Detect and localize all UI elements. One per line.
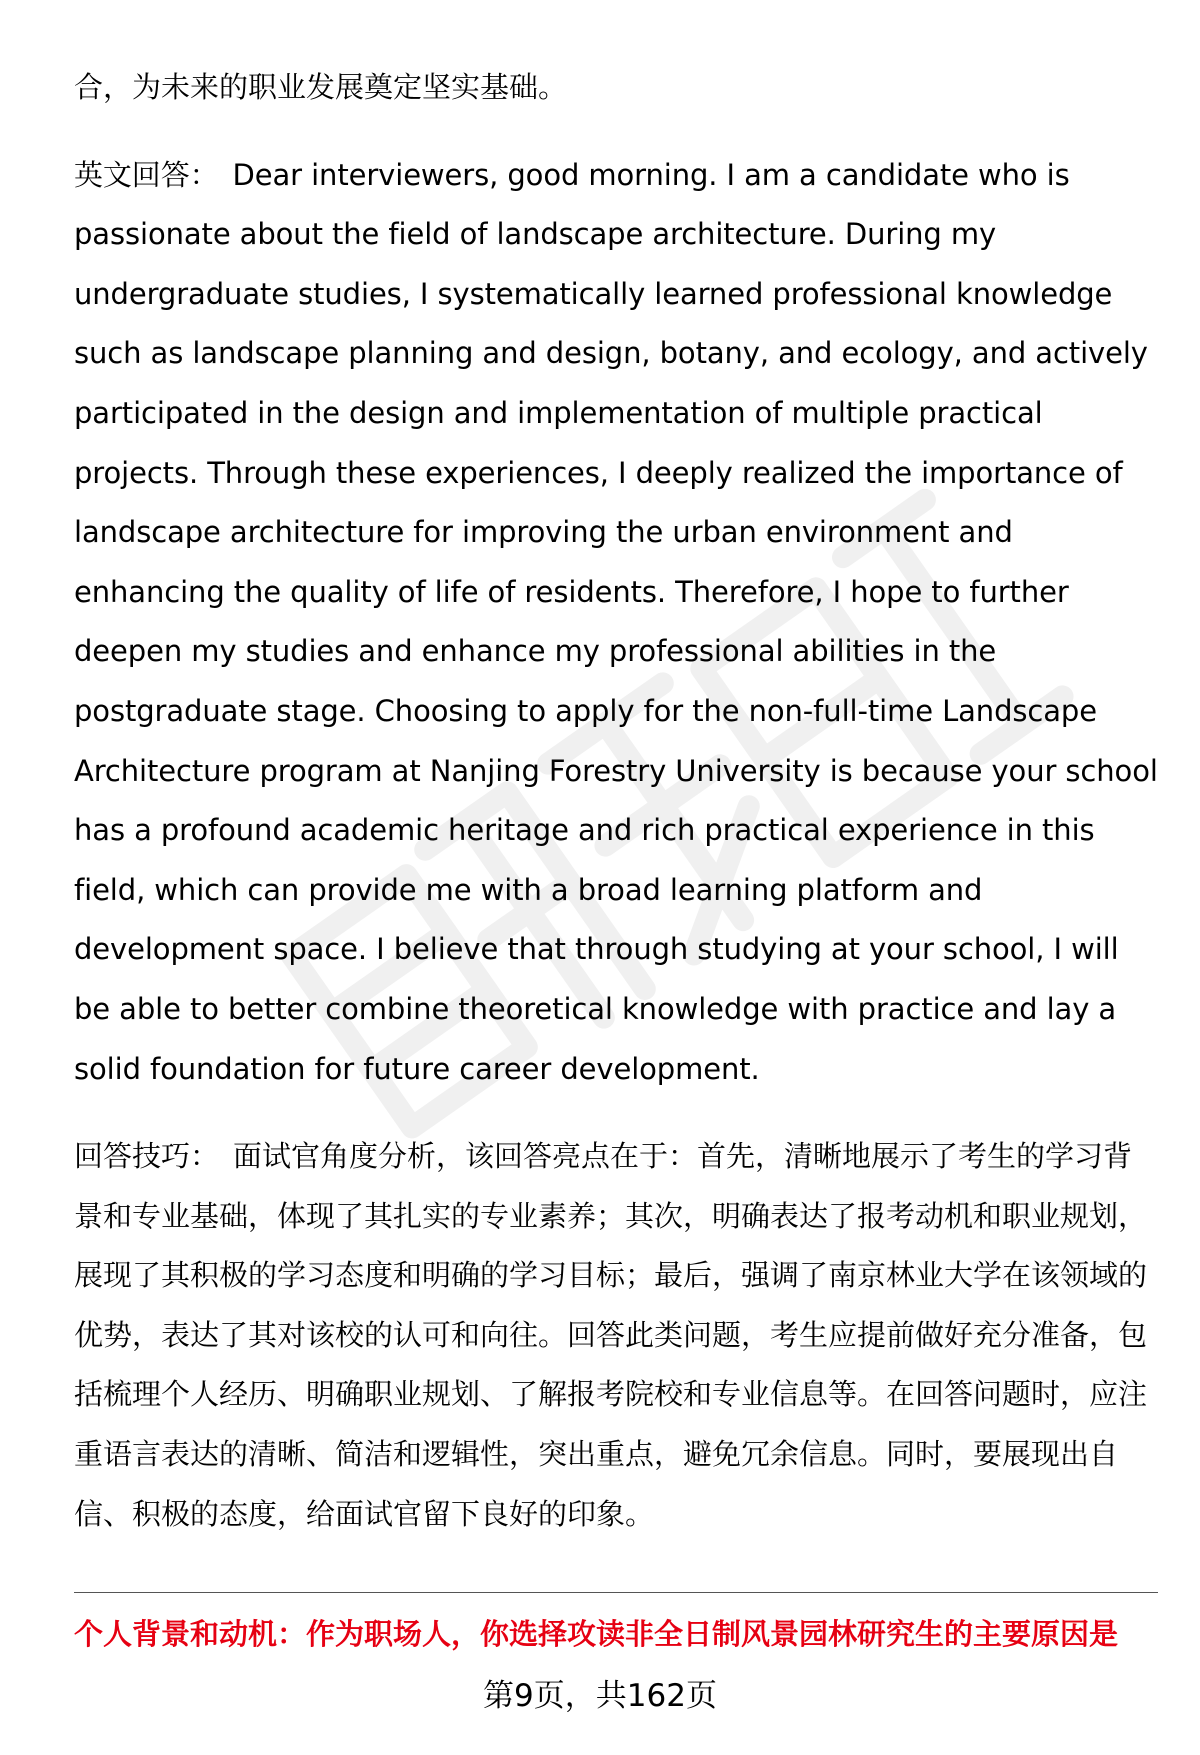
document-body: [74, 58, 1158, 1544]
section-divider: [74, 1592, 1158, 1593]
intro-paragraph: 合，为未来的职业发展奠定坚实基础。: [74, 70, 568, 104]
answer-tips-label: 回答技巧：: [74, 1139, 220, 1174]
english-answer-text: Dear interviewers, good morning. I am a candidate who is passionate about the field of landscape architecture. During my undergraduate studies, I systematically learned professional knowledge such as landscape planning and design, botany, and ecology, and actively participated in the design and implementation of multiple practical projects. Through these experiences, I deeply realized the importance of landscape architecture for improving the urban environment and enhancing the quality of life of residents. Therefore, I hope to further deepen my studies and enhance my professional abilities in the postgraduate stage. Choosing to apply for the non-full-time Landscape Architecture program at Nanjing Forestry University is because your school has a profound academic heritage and rich practical experience in this field, which can provide me with a broad learning platform and development space. I believe that through studying at your school, I will be able to better combine theoretical knowledge with practice and lay a solid foundation for future career development.: [74, 157, 1158, 1086]
english-answer-label: 英文回答：: [74, 157, 219, 192]
answer-tips-text: 面试官角度分析，该回答亮点在于：首先，清晰地展示了考生的学习背景和专业基础，体现了其扎实的专业素养；其次，明确表达了报考动机和职业规划，展现了其积极的学习态度和明确的学习目标；最后，强调了南京林业大学在该领域的优势，表达了其对该校的认可和向往。回答此类问题，考生应提前做好充分准备，包括梳理个人经历、明确职业规划、了解报考院校和专业信息等。在回答问题时，应注重语言表达的清晰、简洁和逻辑性，突出重点，避免冗余信息。同时，要展现出自信、积极的态度，给面试官留下良好的印象。: [74, 1139, 1148, 1531]
page-number: 第9页，共162页: [483, 1678, 717, 1714]
english-answer-paragraph: [74, 146, 1158, 1100]
next-question-heading: 个人背景和动机：作为职场人，你选择攻读非全日制风景园林研究生的主要原因是: [74, 1617, 1119, 1651]
answer-tips-paragraph: [74, 1127, 1158, 1544]
